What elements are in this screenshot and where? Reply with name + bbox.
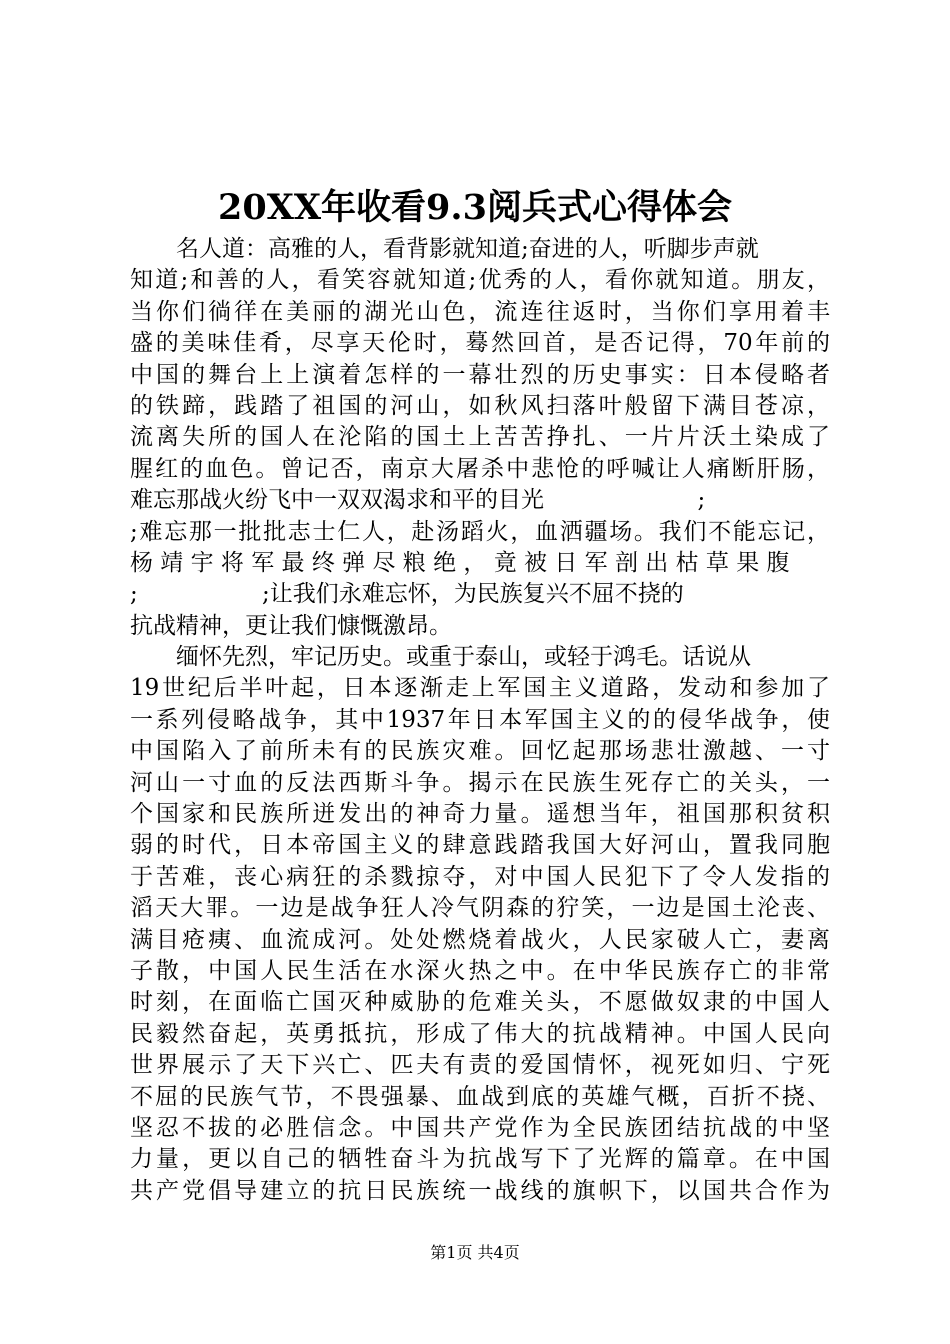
text-line: 流离失所的国人在沦陷的国土上苦苦挣扎、一片片沃土染成了 (130, 424, 830, 451)
text-line: 时刻，在面临亡国灭种威胁的危难关头，不愿做奴隶的中国人 (130, 989, 830, 1016)
text-line: 共产党倡导建立的抗日民族统一战线的旗帜下，以国共合作为 (130, 1177, 830, 1204)
text-line: 坚忍不拔的必胜信念。中国共产党作为全民族团结抗战的中坚 (130, 1114, 830, 1141)
text-line: 满目疮痍、血流成河。处处燃烧着战火，人民家破人亡，妻离 (130, 926, 830, 953)
text-line: 弱的时代，日本帝国主义的肆意践踏我国大好河山，置我同胞 (130, 832, 830, 859)
text-line: 世界展示了天下兴亡、匹夫有责的爱国情怀，视死如归、宁死 (130, 1052, 830, 1079)
text-line: 腥红的血色。曾记否，南京大屠杀中悲怆的呼喊让人痛断肝肠， (130, 455, 830, 482)
text-line: 盛的美味佳肴，尽享天伦时，蓦然回首，是否记得，70年前的 (130, 330, 830, 357)
text-line: 中国的舞台上上演着怎样的一幕壮烈的历史事实：日本侵略者 (130, 361, 830, 388)
text-line: 力量，更以自己的牺牲奋斗为抗战写下了光辉的篇章。在中国 (130, 1146, 830, 1173)
text-line: ; ;让我们永难忘怀，为民族复兴不屈不挠的 (130, 581, 684, 608)
text-line: 知道;和善的人，看笑容就知道;优秀的人，看你就知道。朋友， (130, 267, 830, 294)
text-line: 当你们徜徉在美丽的湖光山色，流连往返时，当你们享用着丰 (130, 298, 830, 325)
text-line: 一系列侵略战争，其中1937年日本军国主义的的侵华战争，使 (130, 706, 830, 733)
text-line: 的铁蹄，践踏了祖国的河山，如秋风扫落叶般留下满目苍凉， (130, 392, 830, 419)
text-line: 民毅然奋起，英勇抵抗，形成了伟大的抗战精神。中国人民向 (130, 1020, 830, 1047)
text-line: 于苦难，丧心病狂的杀戮掠夺，对中国人民犯下了令人发指的 (130, 863, 830, 890)
text-line: 杨 靖 宇 将 军 最 终 弹 尽 粮 绝 ， 竟 被 日 军 剖 出 枯 草 果 腹 (130, 549, 790, 576)
text-line: 河山一寸血的反法西斯斗争。揭示在民族生死存亡的关头，一 (130, 769, 830, 796)
text-line: 个国家和民族所迸发出的神奇力量。遥想当年，祖国那积贫积 (130, 801, 830, 828)
text-line: 滔天大罪。一边是战争狂人冷气阴森的狞笑，一边是国土沦丧、 (130, 895, 830, 922)
text-line: 19世纪后半叶起，日本逐渐走上军国主义道路，发动和参加了 (130, 675, 830, 702)
text-line: 子散，中国人民生活在水深火热之中。在中华民族存亡的非常 (130, 957, 830, 984)
text-line: 难忘那战火纷飞中一双双渴求和平的目光 ; (130, 487, 706, 514)
text-line: 名人道：高雅的人，看背影就知道;奋进的人，听脚步声就 (176, 236, 759, 262)
document-body (130, 234, 830, 1207)
text-line: 不屈的民族气节，不畏强暴、血战到底的英雄气概，百折不挠、 (130, 1083, 830, 1110)
page-number-footer: 第1页 共4页 (430, 1243, 520, 1262)
text-line: 缅怀先烈，牢记历史。或重于泰山，或轻于鸿毛。话说从 (176, 644, 751, 671)
text-line: 中国陷入了前所未有的民族灾难。回忆起那场悲壮激越、一寸 (130, 738, 830, 765)
document-title: 20XX年收看9.3阅兵式心得体会 (218, 187, 732, 228)
text-line: 抗战精神，更让我们慷慨激昂。 (130, 612, 452, 639)
text-line: ;难忘那一批批志士仁人，赴汤蹈火，血洒疆场。我们不能忘记， (130, 518, 830, 545)
